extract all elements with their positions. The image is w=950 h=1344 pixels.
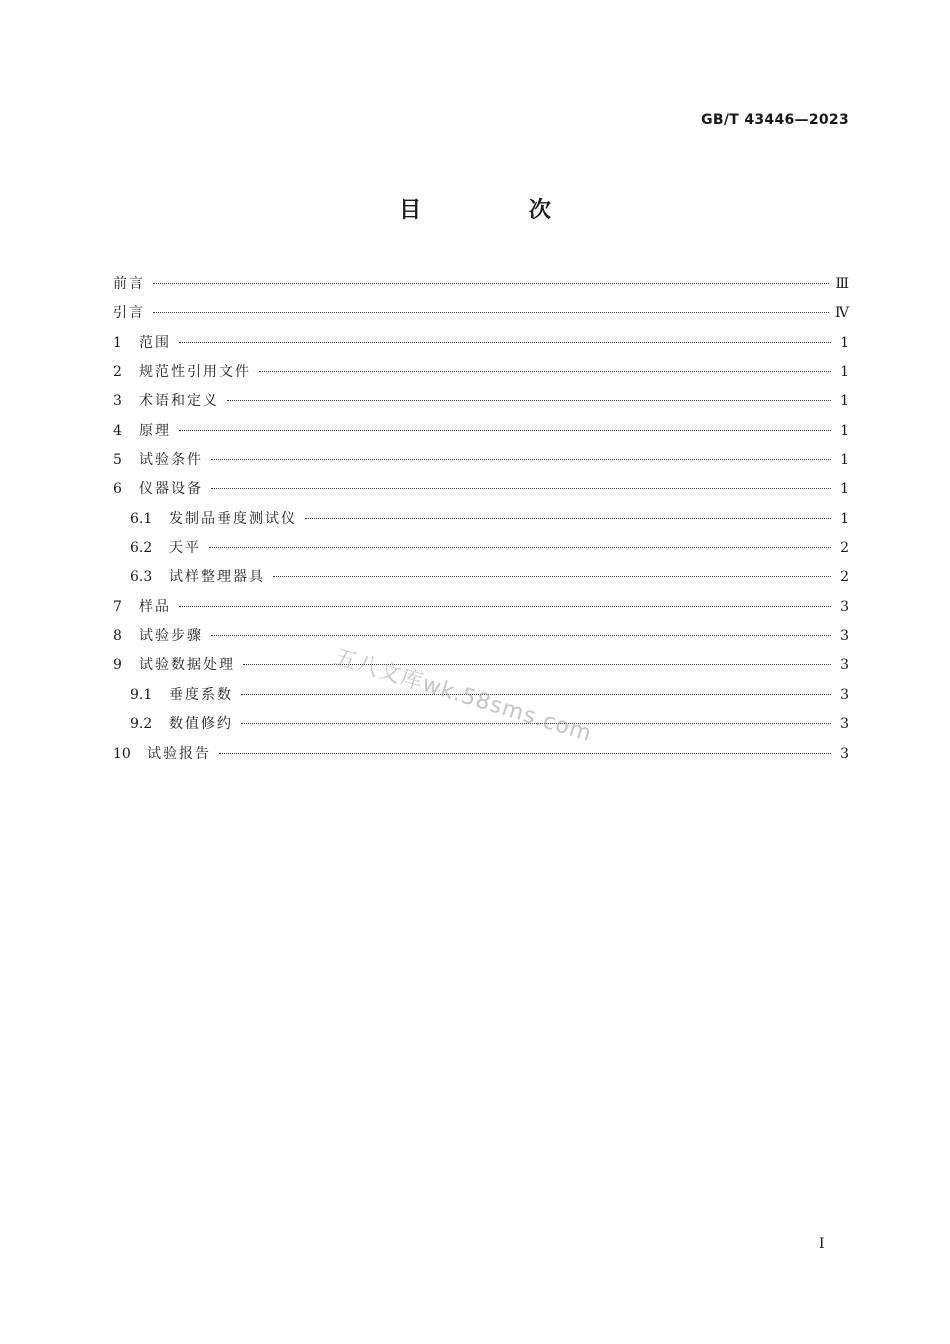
toc-entry-number: 6.2 xyxy=(130,540,153,557)
toc-dot-leader xyxy=(179,430,831,431)
toc-entry-number: 10 xyxy=(113,745,131,762)
toc-dot-leader xyxy=(153,312,829,313)
toc-dot-leader xyxy=(211,635,831,636)
toc-dot-leader xyxy=(211,488,831,489)
toc-entry-page: 1 xyxy=(840,510,849,527)
toc-entry-number: 6.3 xyxy=(130,569,153,586)
toc-entry-label: 试验条件 xyxy=(139,452,203,469)
toc-entry-page: 3 xyxy=(840,716,849,733)
toc-dot-leader xyxy=(209,547,831,548)
toc-dot-leader xyxy=(153,283,829,284)
toc-entry-number: 7 xyxy=(113,598,122,615)
toc-entry-number: 3 xyxy=(113,393,122,410)
toc-entry-label: 发制品垂度测试仪 xyxy=(169,510,297,527)
toc-entry-label: 样品 xyxy=(139,598,171,615)
toc-entry-label: 天平 xyxy=(169,540,201,557)
toc-entry-page: 1 xyxy=(840,334,849,351)
toc-entry-label: 范围 xyxy=(139,334,171,351)
toc-entry-number: 5 xyxy=(113,452,122,469)
toc-entry[interactable] xyxy=(113,358,849,387)
toc-entry-page: 1 xyxy=(840,452,849,469)
toc-entry-label: 试验报告 xyxy=(147,745,211,762)
toc-entry-label: 引言 xyxy=(113,305,145,322)
toc-dot-leader xyxy=(211,459,831,460)
toc-entry[interactable] xyxy=(113,299,849,328)
toc-entry-label: 规范性引用文件 xyxy=(139,364,251,381)
toc-entry[interactable] xyxy=(113,475,849,504)
toc-entry-number: 1 xyxy=(113,334,122,351)
toc-entry-page: Ⅲ xyxy=(835,276,849,292)
toc-entry-number: 8 xyxy=(113,628,122,645)
toc-entry-label: 数值修约 xyxy=(169,716,233,733)
toc-entry-page: 1 xyxy=(840,481,849,498)
toc-dot-leader xyxy=(219,753,831,754)
toc-entry-page: 3 xyxy=(840,657,849,674)
toc-entry[interactable] xyxy=(113,505,849,534)
toc-entry[interactable] xyxy=(113,387,849,416)
toc-entry-number: 9.1 xyxy=(130,686,153,703)
toc-entry[interactable] xyxy=(113,417,849,446)
toc-entry-label: 仪器设备 xyxy=(139,481,203,498)
toc-dot-leader xyxy=(179,606,831,607)
toc-dot-leader xyxy=(305,518,831,519)
toc-entry[interactable] xyxy=(113,651,849,680)
standard-code: GB/T 43446—2023 xyxy=(701,112,849,128)
toc-entry-page: 3 xyxy=(840,745,849,762)
toc-dot-leader xyxy=(227,400,831,401)
toc-entry-number: 4 xyxy=(113,422,122,439)
toc-entry[interactable] xyxy=(113,593,849,622)
page-number: I xyxy=(819,1236,825,1252)
toc-entry-label: 术语和定义 xyxy=(139,393,219,410)
toc-entry-number: 9.2 xyxy=(130,716,153,733)
toc-entry-page: Ⅳ xyxy=(835,305,849,322)
toc-entry-number: 6 xyxy=(113,481,122,498)
toc-entry[interactable] xyxy=(113,563,849,592)
toc-entry[interactable] xyxy=(113,622,849,651)
toc-entry-label: 原理 xyxy=(139,422,171,439)
toc-dot-leader xyxy=(273,576,831,577)
toc-dot-leader xyxy=(241,694,831,695)
toc-entry-label: 垂度系数 xyxy=(169,686,233,703)
toc-entry-page: 1 xyxy=(840,364,849,381)
toc-entry-page: 1 xyxy=(840,393,849,410)
watermark: 五八文库wk.58sms.com xyxy=(331,644,595,748)
page-title: 目 次 xyxy=(399,198,601,223)
toc-entry-page: 2 xyxy=(840,569,849,586)
toc-entry-page: 1 xyxy=(840,422,849,439)
toc-entry-label: 试验数据处理 xyxy=(139,657,235,674)
toc-entry-number: 9 xyxy=(113,657,122,674)
toc-entry-page: 2 xyxy=(840,540,849,557)
toc-entry-page: 3 xyxy=(840,628,849,645)
toc-entry[interactable] xyxy=(113,270,849,299)
toc-dot-leader xyxy=(179,342,831,343)
toc-entry-label: 试样整理器具 xyxy=(169,569,265,586)
toc-entry-page: 3 xyxy=(840,598,849,615)
toc-entry-label: 试验步骤 xyxy=(139,628,203,645)
toc-entry[interactable] xyxy=(113,740,849,769)
toc-entry[interactable] xyxy=(113,534,849,563)
toc-entry[interactable] xyxy=(113,329,849,358)
toc-dot-leader xyxy=(259,371,831,372)
toc-entry-number: 2 xyxy=(113,364,122,381)
toc-entry-label: 前言 xyxy=(113,276,145,292)
toc-entry-page: 3 xyxy=(840,686,849,703)
toc-entry[interactable] xyxy=(113,446,849,475)
toc-entry-number: 6.1 xyxy=(130,510,153,527)
